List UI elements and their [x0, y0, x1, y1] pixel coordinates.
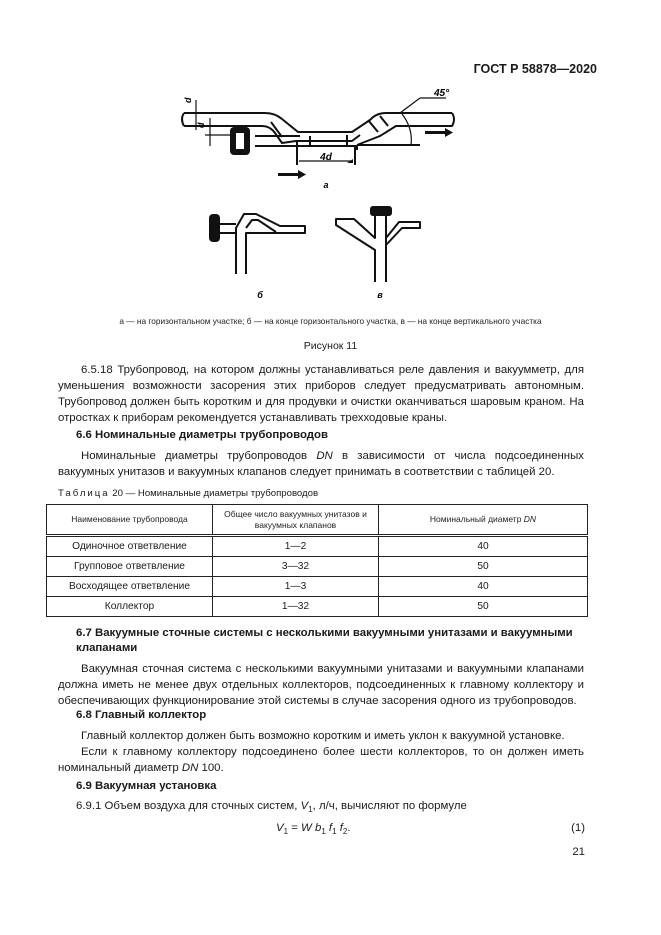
label-4d: 4d [320, 152, 332, 163]
formula-1: $V_1 = W$ $b_1$ $f_1$ $f_2$. [276, 822, 351, 836]
table-header-row [47, 505, 588, 536]
table-row: Восходящее ответвление 1—3 40 [47, 577, 588, 597]
label-panel-b: б [257, 290, 263, 300]
heading-6-7: 6.7 Вакуумные сточные системы с несколькими вакуумными унитазами и вакуумными клапанами [76, 627, 573, 654]
label-panel-a: а [323, 180, 329, 190]
paragraph-6-7: Вакуумная сточная система с несколькими вакуумными унитазами и вакуумными клапанами должна иметь не менее двух отдельных коллекторов, подсоединенных к главному коллектору и обеспечивающих функционирование этой системы в случае засорения одного из трубопроводов. [58, 663, 584, 708]
paragraph-6-8-1: Главный коллектор должен быть возможно коротким и иметь уклон к вакуумной установке. [81, 730, 565, 742]
col-header-name: Наименование трубопровода [47, 505, 213, 536]
paragraph-6-9-1: 6.9.1 Объем воздуха для сточных систем, $V_1$, л/ч, вычисляют по формуле [76, 800, 467, 814]
paragraph-6-6: Номинальные диаметры трубопроводов DN в зависимости от числа подсоединенных вакуумных унитазов и вакуумных клапанов следует принимать в соответствии с таблицей 20. [58, 450, 584, 479]
heading-6-8: 6.8 Главный коллектор [76, 709, 207, 721]
equation-number: (1) [571, 822, 585, 834]
table-row: Одиночное ответвление 1—2 40 [47, 536, 588, 557]
figure-caption: Рисунок 11 [303, 340, 358, 352]
paragraph-6-8-2: Если к главному коллектору подсоединено более шести коллекторов, то он должен иметь номинальный диаметр DN 100. [58, 746, 584, 775]
label-panel-c: в [377, 290, 383, 300]
page-number: 21 [572, 846, 585, 858]
col-header-count: Общее число вакуумных унитазов и вакуумных клапанов [213, 505, 379, 536]
heading-6-9: 6.9 Вакуумная установка [76, 780, 217, 792]
paragraph-6-5-18: 6.5.18 Трубопровод, на котором должны устанавливаться реле давления и вакуумметр, для уменьшения возможности засорения этих приборов следует предусматривать автономным. Трубопровод должен быть коротким и для продувки и очистки оканчиваться шаровым краном. На отростках к приборам рекомендуется устанавливать трехходовые краны. [58, 364, 584, 425]
label-d-top: d [183, 97, 193, 103]
table-20 [46, 504, 588, 617]
label-d-side: d [196, 122, 206, 128]
col-header-dn: Номинальный диаметр DN [379, 505, 588, 536]
table-row: Групповое ответвление 3—32 50 [47, 557, 588, 577]
table-caption: Таблица 20 — Номинальные диаметры трубопроводов [58, 488, 319, 499]
label-45: 45° [434, 88, 450, 99]
document-id: ГОСТ Р 58878—2020 [473, 62, 597, 76]
figure-11-diagram [0, 85, 661, 315]
figure-legend: а — на горизонтальном участке; б — на конце горизонтального участка, в — на конце вертикального участка [119, 316, 542, 326]
heading-6-6: 6.6 Номинальные диаметры трубопроводов [76, 429, 328, 441]
table-row: Коллектор 1—32 50 [47, 597, 588, 617]
